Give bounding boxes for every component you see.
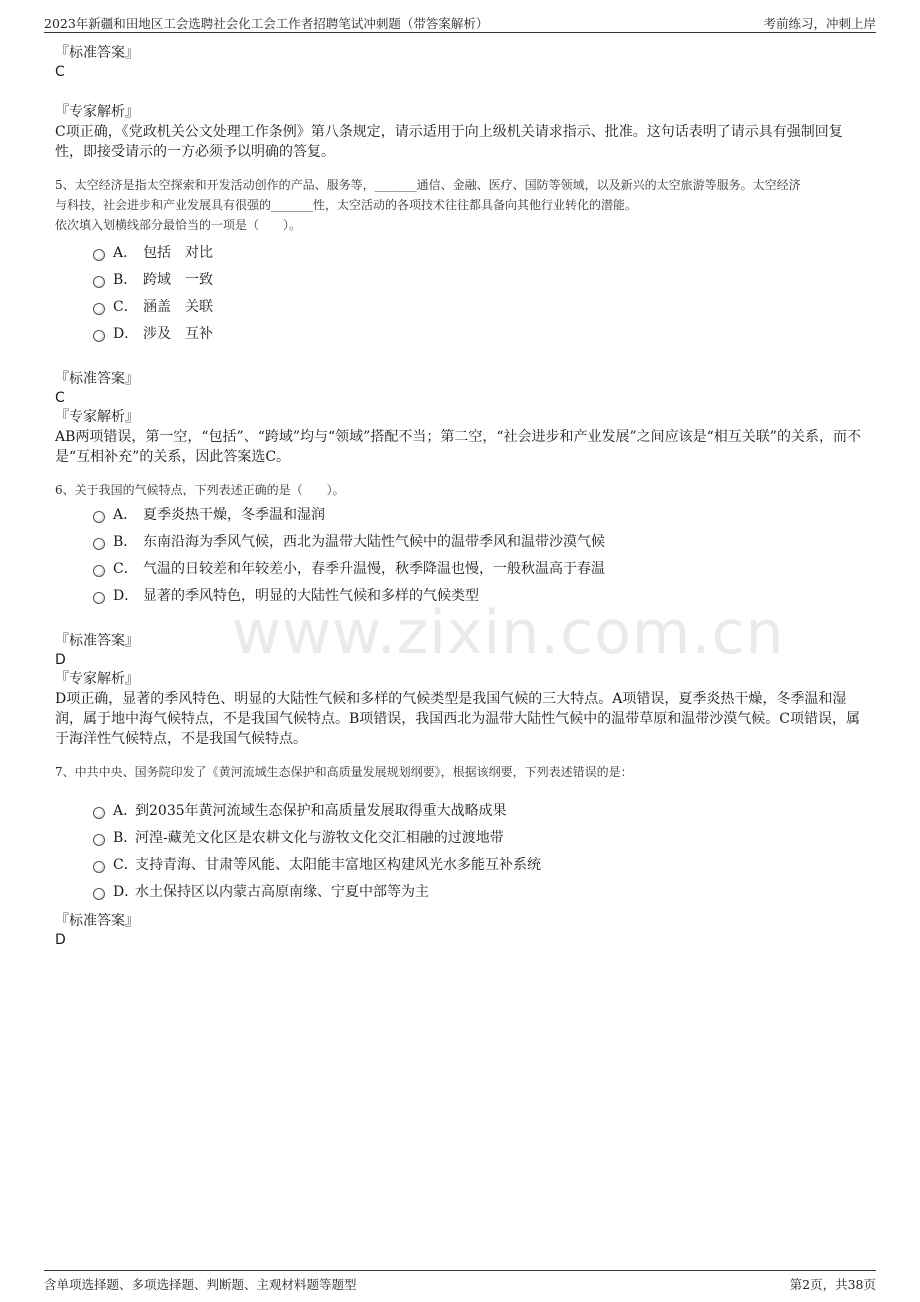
option-d[interactable]: D． 显著的季风特色，明显的大陆性气候和多样的气候类型 (55, 583, 870, 610)
radio-button-icon[interactable] (93, 330, 105, 342)
option-b[interactable]: B． 东南沿海为季风气候，西北为温带大陆性气候中的温带季风和温带沙漠气候 (55, 529, 870, 556)
page-number: 第2页，共38页 (789, 1277, 876, 1292)
radio-button-icon[interactable] (93, 807, 105, 819)
radio-button-icon[interactable] (93, 276, 105, 288)
analysis-text: D项正确，显著的季风特色、明显的大陆性气候和多样的气候类型是我国气候的三大特点。A项错误，夏季炎热干燥，冬季温和湿润，属于地中海气候特点，不是我国气候特点。B项错误，我国西北为温带大陆性气候中的温带草原和温带沙漠气候。C项错误，属于海洋性气候特点，不是我国气候特点。 (55, 691, 860, 747)
document-title: 2023年新疆和田地区工会选聘社会化工会工作者招聘笔试冲刺题（带答案解析） (44, 16, 489, 31)
radio-button-icon[interactable] (93, 861, 105, 873)
question-types-note: 含单项选择题、多项选择题、判断题、主观材料题等题型 (44, 1277, 357, 1292)
question-stem: 6、关于我国的气候特点，下列表述正确的是（ ）。 (55, 483, 345, 497)
question-stem: 依次填入划横线部分最恰当的一项是（ ）。 (55, 218, 302, 232)
option-a[interactable]: A．到2035年黄河流域生态保护和高质量发展取得重大战略成果 (55, 798, 870, 825)
radio-button-icon[interactable] (93, 888, 105, 900)
question-stem: 与科技，社会进步和产业发展具有很强的_______性，太空活动的各项技术往往都具备向其他行业转化的潜能。 (55, 198, 638, 212)
option-b[interactable]: B．河湟-藏羌文化区是农耕文化与游牧文化交汇相融的过渡地带 (55, 825, 870, 852)
analysis-label: 『专家解析』 (55, 671, 139, 687)
page-header (44, 10, 876, 33)
main-content (55, 44, 870, 950)
radio-button-icon[interactable] (93, 511, 105, 523)
radio-button-icon[interactable] (93, 592, 105, 604)
option-c[interactable]: C． 涵盖 关联 (55, 294, 870, 321)
analysis-text: C项正确，《党政机关公文处理工作条例》第八条规定，请示适用于向上级机关请求指示、批准。这句话表明了请示具有强制回复性，即接受请示的一方必须予以明确的答复。 (55, 124, 843, 160)
radio-button-icon[interactable] (93, 538, 105, 550)
radio-button-icon[interactable] (93, 834, 105, 846)
option-d[interactable]: D． 涉及 互补 (55, 321, 870, 348)
option-c[interactable]: C．支持青海、甘肃等风能、太阳能丰富地区构建风光水多能互补系统 (55, 852, 870, 879)
answer-label: 『标准答案』 (55, 633, 139, 649)
answer-label: 『标准答案』 (55, 45, 139, 61)
answer-value: C (55, 390, 65, 406)
answer-label: 『标准答案』 (55, 913, 139, 929)
analysis-text: AB两项错误，第一空，“包括”、“跨域”均与“领域”搭配不当；第二空，“社会进步和产业发展”之间应该是“相互关联”的关系，而不是“互相补充”的关系，因此答案选C。 (55, 429, 861, 465)
question-7 (55, 762, 870, 950)
page-footer (44, 1270, 876, 1293)
option-b[interactable]: B． 跨域 一致 (55, 267, 870, 294)
option-d[interactable]: D．水土保持区以内蒙古高原南缘、宁夏中部等为主 (55, 879, 870, 906)
option-c[interactable]: C． 气温的日较差和年较差小，春季升温慢，秋季降温也慢，一般秋温高于春温 (55, 556, 870, 583)
answer-value: C (55, 64, 65, 80)
answer-value: D (55, 932, 66, 948)
watermark: www.zixin.com.cn (232, 598, 785, 668)
header-slogan: 考前练习，冲刺上岸 (763, 16, 876, 31)
answer-label: 『标准答案』 (55, 371, 139, 387)
option-a[interactable]: A． 夏季炎热干燥，冬季温和湿润 (55, 502, 870, 529)
option-a[interactable]: A． 包括 对比 (55, 240, 870, 267)
analysis-label: 『专家解析』 (55, 409, 139, 425)
question-stem: 5、太空经济是指太空探索和开发活动创作的产品、服务等，_______通信、金融、医疗、国防等领域，以及新兴的太空旅游等服务。太空经济 (55, 178, 801, 192)
radio-button-icon[interactable] (93, 303, 105, 315)
analysis-label: 『专家解析』 (55, 104, 139, 120)
question-5 (55, 175, 870, 467)
radio-button-icon[interactable] (93, 565, 105, 577)
question-6 (55, 480, 870, 749)
answer-value: D (55, 652, 66, 668)
radio-button-icon[interactable] (93, 249, 105, 261)
question-stem: 7、中共中央、国务院印发了《黄河流域生态保护和高质量发展规划纲要》，根据该纲要，下列表述错误的是： (55, 765, 633, 779)
